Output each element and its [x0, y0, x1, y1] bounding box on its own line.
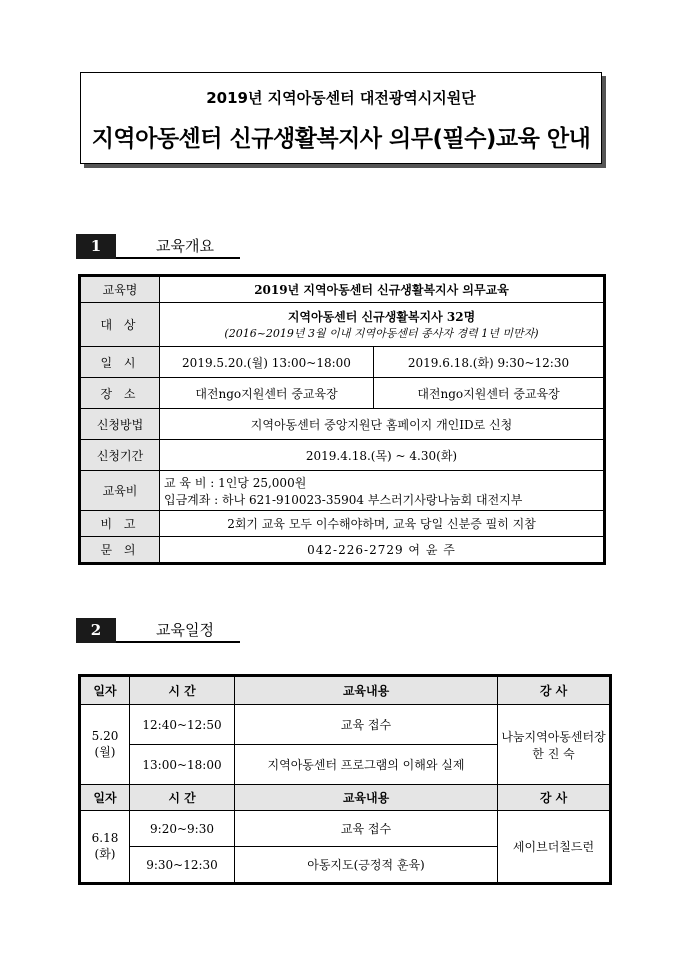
day1-instructor-line1: 나눔지역아동센터장 — [501, 729, 606, 744]
day2-instructor-line1: 세이브더칠드런 — [512, 840, 595, 854]
note-label: 비 고 — [81, 511, 160, 537]
fee-line2: 입금계좌 : 하나 621-910023-35904 부스러기사랑나눔회 대전지부 — [164, 492, 523, 507]
table-row — [81, 811, 610, 847]
table-row — [81, 705, 610, 745]
course-label: 교육명 — [81, 277, 160, 303]
header-content: 교육내용 — [235, 677, 498, 705]
apply-method-value: 지역아동센터 중앙지원단 홈페이지 개인ID로 신청 — [160, 409, 604, 440]
day1-time2: 13:00~18:00 — [130, 745, 235, 785]
course-value: 2019년 지역아동센터 신규생활복지사 의무교육 — [160, 277, 604, 303]
day2-content1: 교육 접수 — [235, 811, 498, 847]
day1-time1: 12:40~12:50 — [130, 705, 235, 745]
fee-line1: 교 육 비 : 1인당 25,000원 — [164, 475, 307, 490]
day2-instructor-cell — [498, 811, 610, 883]
table-row — [81, 511, 604, 537]
place1: 대전ngo지원센터 중교육장 — [160, 378, 374, 409]
day1-content2: 지역아동센터 프로그램의 이해와 실제 — [235, 745, 498, 785]
schedule-table — [80, 676, 610, 883]
note-value: 2회기 교육 모두 이수해야하며, 교육 당일 신분증 필히 지참 — [160, 511, 604, 537]
overview-table — [80, 276, 604, 563]
section2-title: 교육일정 — [156, 621, 214, 639]
page-subtitle: 2019년 지역아동센터 대전광역시지원단 — [206, 89, 476, 107]
day2-time1: 9:20~9:30 — [130, 811, 235, 847]
table-row — [81, 537, 604, 563]
day2-content2: 아동지도(긍정적 훈육) — [235, 847, 498, 883]
table-row — [81, 347, 604, 378]
day1-date: 5.20 — [91, 729, 119, 743]
header-day: 일자 — [81, 785, 130, 811]
table-row — [81, 440, 604, 471]
day2-date-cell — [81, 811, 130, 883]
title-box — [80, 72, 602, 164]
header-time: 시 간 — [130, 677, 235, 705]
date-label: 일 시 — [81, 347, 160, 378]
date2: 2019.6.18.(화) 9:30~12:30 — [374, 347, 604, 378]
day1-content1: 교육 접수 — [235, 705, 498, 745]
day1-date-cell — [81, 705, 130, 785]
day1-instructor-line2: 한 진 숙 — [532, 746, 575, 761]
table-row — [81, 277, 604, 303]
fee-label: 교육비 — [81, 471, 160, 511]
apply-method-label: 신청방법 — [81, 409, 160, 440]
target-label: 대 상 — [81, 303, 160, 347]
section1-number: 1 — [76, 234, 116, 259]
date1: 2019.5.20.(월) 13:00~18:00 — [160, 347, 374, 378]
table-row — [81, 378, 604, 409]
header-instructor: 강 사 — [498, 677, 610, 705]
schedule-header-row — [81, 677, 610, 705]
target-line1: 지역아동센터 신규생활복지사 32명 — [287, 310, 476, 324]
place-label: 장 소 — [81, 378, 160, 409]
table-row — [81, 409, 604, 440]
day1-instructor-cell — [498, 705, 610, 785]
section2-underline — [116, 641, 240, 643]
header-time: 시 간 — [130, 785, 235, 811]
section2-number: 2 — [76, 618, 116, 643]
day2-date: 6.18 — [91, 831, 119, 845]
section1-title: 교육개요 — [156, 237, 214, 255]
day2-weekday: (화) — [94, 847, 116, 861]
table-row — [81, 303, 604, 347]
section1-underline — [116, 257, 240, 259]
header-day: 일자 — [81, 677, 130, 705]
page-title: 지역아동센터 신규생활복지사 의무(필수)교육 안내 — [91, 126, 591, 152]
schedule-header-row — [81, 785, 610, 811]
header-content: 교육내용 — [235, 785, 498, 811]
contact-label: 문 의 — [81, 537, 160, 563]
target-line2: (2016~2019년 3월 이내 지역아동센터 종사자 경력 1년 미만자) — [224, 327, 539, 340]
day1-weekday: (월) — [94, 745, 116, 759]
place2: 대전ngo지원센터 중교육장 — [374, 378, 604, 409]
header-instructor: 강 사 — [498, 785, 610, 811]
table-row — [81, 471, 604, 511]
apply-period-value: 2019.4.18.(목) ~ 4.30(화) — [160, 440, 604, 471]
fee-cell — [160, 471, 604, 511]
apply-period-label: 신청기간 — [81, 440, 160, 471]
contact-value: 042-226-2729 여 윤 주 — [160, 537, 604, 563]
day2-time2: 9:30~12:30 — [130, 847, 235, 883]
target-cell — [160, 303, 604, 347]
